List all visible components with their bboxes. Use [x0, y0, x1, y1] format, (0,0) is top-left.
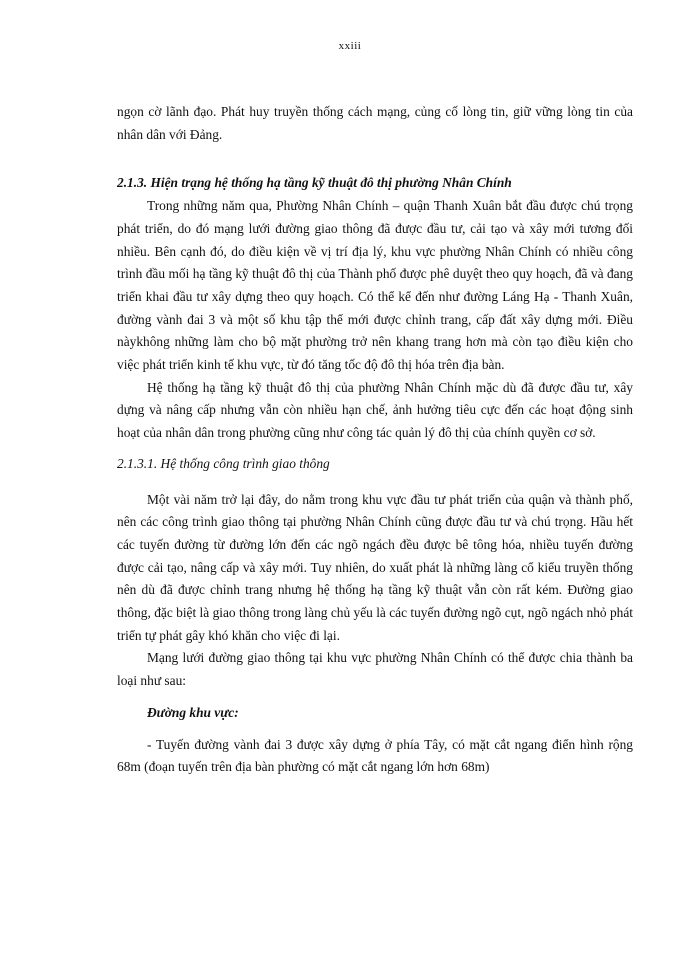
paragraph-overview: Trong những năm qua, Phường Nhân Chính – quận Thanh Xuân bắt đầu được chú trọng phát triển, do đó mạng lưới đường giao thông đã được đầu tư, cải tạo và xây mới tương đối nhiều. Bên cạnh đó, do điều kiện về vị trí địa lý, khu vực phường Nhân Chính có nhiều công trình đầu mối hạ tầng kỹ thuật đô thị của Thành phố được phê duyệt theo quy hoạch, đã và đang triển khai đầu tư xây dựng theo quy hoạch. Có thể kể đến như đường Láng Hạ - Thanh Xuân, đường vành đai 3 và một số khu tập thể mới được chỉnh trang, cấp đất xây dựng mới. Điều nàykhông những làm cho bộ mặt phường trở nên khang trang hơn mà còn tạo điều kiện cho việc phát triển kinh tế khu vực, từ đó tăng tốc độ đô thị hóa trên địa bàn.: [117, 198, 633, 373]
document-body: [117, 101, 633, 779]
section-heading-2-1-3-1: 2.1.3.1. Hệ thống công trình giao thông: [117, 455, 330, 471]
paragraph-network-types: Mạng lưới đường giao thông tại khu vực phường Nhân Chính có thể được chia thành ba loại như sau:: [117, 650, 633, 689]
paragraph-continued: ngọn cờ lãnh đạo. Phát huy truyền thống cách mạng, củng cố lòng tin, giữ vững lòng tin của nhân dân với Đảng.: [117, 104, 633, 142]
section-heading-2-1-3: 2.1.3. Hiện trạng hệ thống hạ tầng kỹ thuật đô thị phường Nhân Chính: [117, 175, 512, 191]
subheading-regional-roads: Đường khu vực:: [147, 704, 239, 720]
paragraph-ring-road: - Tuyến đường vành đai 3 được xây dựng ở phía Tây, có mặt cắt ngang điển hình rộng 68m (đoạn tuyến trên địa bàn phường có mặt cắt ngang lớn hơn 68m): [117, 736, 633, 775]
paragraph-transport: Một vài năm trở lại đây, do nằm trong khu vực đầu tư phát triển của quận và thành phố, nên các công trình giao thông tại phường Nhân Chính cũng được đầu tư và chú trọng. Hầu hết các tuyến đường từ đường lớn đến các ngõ ngách đều được bê tông hóa, nhiều tuyến đường được cải tạo, nâng cấp và xây mới. Tuy nhiên, do xuất phát là những làng cổ kiểu truyền thống nên dù đã được chỉnh trang nhưng hệ thống hạ tầng kỹ thuật vẫn còn rất kém. Đường giao thông, đặc biệt là giao thông trong làng chủ yếu là các tuyến đường ngõ cụt, ngõ ngách nhỏ phát triển tự phát gây khó khăn cho việc đi lại.: [117, 491, 633, 643]
paragraph-limitations: Hệ thống hạ tầng kỹ thuật đô thị của phường Nhân Chính mặc dù đã được đầu tư, xây dựng và nâng cấp nhưng vẫn còn nhiều hạn chế, ảnh hưởng tiêu cực đến các hoạt động sinh hoạt của nhân dân trong phường cũng như công tác quản lý đô thị của chính quyền cơ sở.: [117, 379, 633, 441]
page-number: xxiii: [338, 40, 362, 52]
